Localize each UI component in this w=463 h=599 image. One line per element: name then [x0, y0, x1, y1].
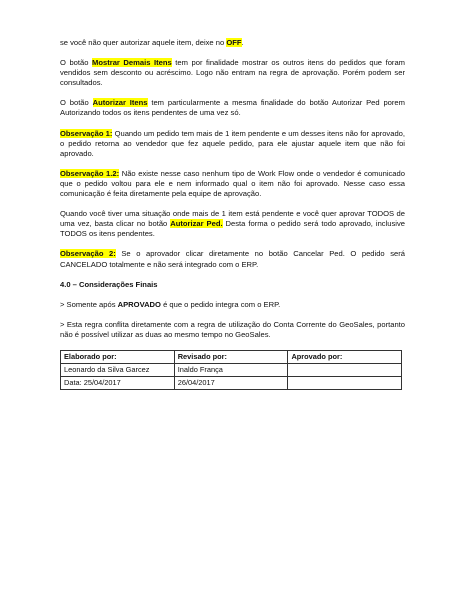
highlight-mostrar-demais-itens: Mostrar Demais Itens [92, 58, 172, 68]
observacao-2: Observação 2: Se o aprovador clicar diretamente no botão Cancelar Ped. O pedido será CANCELADO totalmente e não será integrado com o ERP. [60, 249, 405, 269]
highlight-autorizar-itens: Autorizar Itens [92, 98, 148, 108]
cell-aprovado-data [288, 376, 402, 389]
consideracao-conta-corrente: > Esta regra conflita diretamente com a regra de utilização do Conta Corrente do GeoSales, portanto não é possível utilizar as duas ao mesmo tempo no GeoSales. [60, 319, 405, 339]
header-elaborado: Elaborado por: [61, 350, 175, 363]
cell-elaborado-data: Data: 25/04/2017 [61, 376, 175, 389]
cell-revisado-nome: Inaldo França [174, 363, 288, 376]
table-row [61, 376, 402, 389]
cell-revisado-data: 26/04/2017 [174, 376, 288, 389]
bold-aprovado: APROVADO [117, 299, 161, 309]
paragraph-autorizar-ped: Quando você tiver uma situação onde mais de 1 item está pendente e você quer aprovar TODOS de uma vez, basta clicar no botão Autorizar Ped. Desta forma o pedido será todo aprovado, inclusive TODOS os itens pendentes. [60, 209, 406, 239]
paragraph-mostrar-demais-itens: O botão Mostrar Demais Itens tem por finalidade mostrar os outros itens do pedidos que foram vendidos sem desconto ou acréscimo. Logo não entram na regra de aprovação. Porém podem ser consultados. [60, 58, 405, 88]
paragraph-off: se você não quer autorizar aquele item, deixe no OFF. [60, 38, 244, 47]
table-header-row [61, 350, 402, 363]
highlight-observacao-2: Observação 2: [60, 249, 116, 259]
section-title: 4.0 – Considerações Finais [60, 279, 158, 289]
cell-aprovado-nome [288, 363, 402, 376]
highlight-autorizar-ped: Autorizar Ped. [170, 219, 223, 229]
header-aprovado: Aprovado por: [288, 350, 402, 363]
observacao-1: Observação 1: Quando um pedido tem mais de 1 item pendente e um desses itens não for aprovado, o pedido retorna ao vendedor que fez aquele pedido, para ele ajustar aquele item que não foi aprovado. [60, 128, 405, 158]
highlight-observacao-1-2: Observação 1.2: [60, 168, 120, 178]
cell-elaborado-nome: Leonardo da Silva Garcez [61, 363, 175, 376]
observacao-1-2: Observação 1.2: Não existe nesse caso nenhum tipo de Work Flow onde o vendedor é comunicado que o pedido voltou para ele e nem informado qual o item não foi aprovado. Nesse caso essa comunicação é feita diretamente pela equipe de aprovação. [60, 168, 405, 199]
header-revisado: Revisado por: [174, 350, 288, 363]
highlight-off: OFF [226, 38, 242, 47]
highlight-observacao-1: Observação 1: [60, 128, 113, 138]
table-row [61, 363, 402, 376]
approval-table [60, 350, 402, 390]
paragraph-autorizar-itens: O botão Autorizar Itens tem particularmente a mesma finalidade do botão Autorizar Ped porem Autorizando todos os itens pendentes de uma vez só. [60, 98, 405, 118]
consideracao-aprovado: > Somente após APROVADO é que o pedido integra com o ERP. [60, 299, 281, 309]
